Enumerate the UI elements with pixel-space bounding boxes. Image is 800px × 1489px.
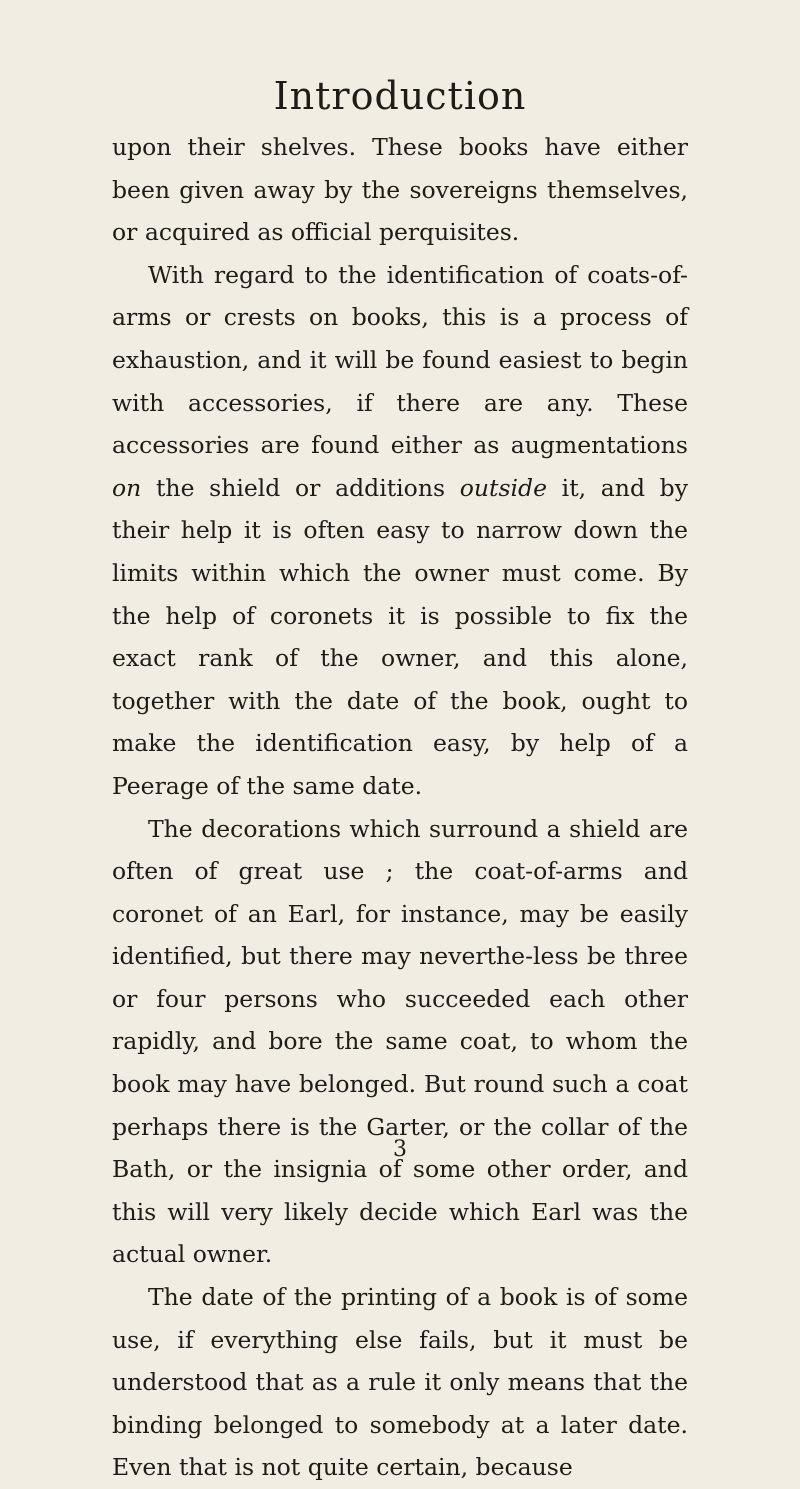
paragraph-4 xyxy=(112,1276,688,1489)
body-text xyxy=(112,126,688,1489)
italic-on: on xyxy=(112,473,142,502)
running-head: Introduction xyxy=(273,74,527,118)
paragraph-2-text-c: it, and by their help it is often easy to narrow down the limits within which the owner must come. By the help of coronets it is possible to fix the exact rank of the owner, and this alone, together with the date of the book, ought to make the identification easy, by help of a Peerage of the same date. xyxy=(112,473,688,800)
paragraph-1-text: upon their shelves. These books have either been given away by the sovereigns themselves, or acquired as official perquisites. xyxy=(112,133,688,247)
paragraph-1 xyxy=(112,126,688,254)
italic-outside: outside xyxy=(459,473,547,502)
page-number: 3 xyxy=(393,1137,407,1162)
paragraph-4-text: The date of the printing of a book is of some use, if everything else fails, but it must be understood that as a rule it only means that the binding belonged to somebody at a later date. Even that is not quite certain, because xyxy=(112,1283,688,1482)
paragraph-2-text-a: With regard to the identification of coats-of-arms or crests on books, this is a process of exhaustion, and it will be found easiest to begin with accessories, if there are any. These accessories are found either as augmentations xyxy=(112,260,688,460)
paragraph-2 xyxy=(112,254,688,808)
paragraph-2-text-b: the shield or additions xyxy=(141,473,460,502)
paragraph-3 xyxy=(112,808,688,1277)
paragraph-3-text: The decorations which surround a shield are often of great use ; the coat-of-arms and coronet of an Earl, for instance, may be easily identified, but there may neverthe-less be three or four persons who succeeded each other rapidly, and bore the same coat, to whom the book may have belonged. But round such a coat perhaps there is the Garter, or the collar of the Bath, or the insignia of some other order, and this will very likely decide which Earl was the actual owner. xyxy=(112,814,688,1269)
